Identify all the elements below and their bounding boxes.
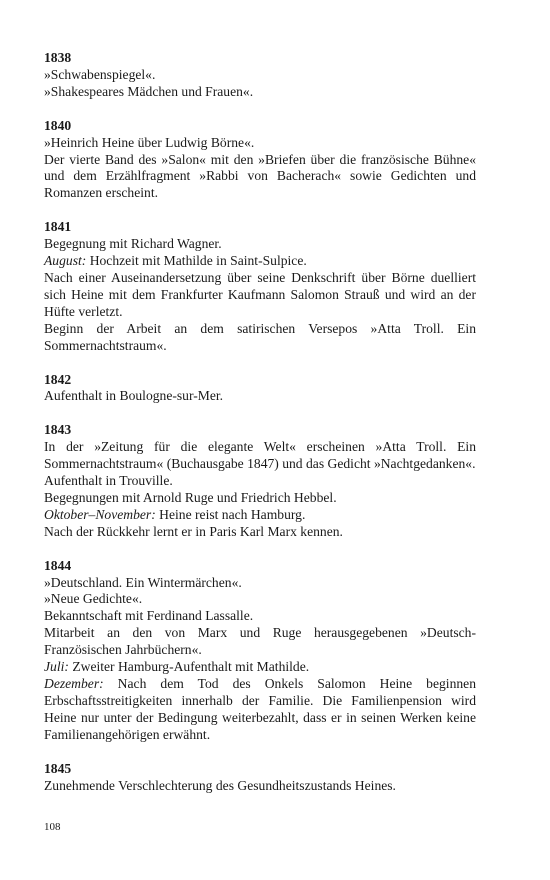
year-heading: 1840 xyxy=(44,117,72,133)
entry-line xyxy=(44,676,476,744)
date-label: Juli: xyxy=(44,659,69,675)
entry-line xyxy=(44,253,476,270)
entry-line xyxy=(44,591,476,608)
page-number: 108 xyxy=(44,821,61,833)
entry-text: Zunehmende Verschlechterung des Gesundheitszustands Heines. xyxy=(44,777,396,793)
date-label: August: xyxy=(44,253,87,269)
entry-line xyxy=(44,507,476,524)
entry-text: Zweiter Hamburg-Aufenthalt mit Mathilde. xyxy=(68,659,310,675)
year-heading: 1842 xyxy=(44,371,72,387)
entry-text: »Schwabenspiegel«. xyxy=(44,66,156,82)
chronology-entry-1845 xyxy=(44,761,476,795)
entry-text: Aufenthalt in Boulogne-sur-Mer. xyxy=(44,388,224,404)
entry-line xyxy=(44,152,476,203)
year-heading: 1838 xyxy=(44,50,72,65)
entry-text: Beginn der Arbeit an dem satirischen Versepos »Atta Troll. Ein Sommernachtstraum«. xyxy=(44,320,476,353)
chronology-page xyxy=(44,50,476,811)
chronology-entry-1844 xyxy=(44,558,476,744)
year-heading: 1845 xyxy=(44,760,72,776)
entry-line xyxy=(44,84,476,101)
entry-text: Nach dem Tod des Onkels Salomon Heine beginnen Erbschaftsstreitigkeiten innerhalb der Familie. Die Familienpension wird Heine nur unter der Bedingung weiterbezahlt, dass er in seinen Werken keine Familienangehörigen erwähnt. xyxy=(44,676,476,742)
chronology-entry-1841 xyxy=(44,219,476,354)
chronology-entry-1840 xyxy=(44,118,476,203)
entry-text: Hochzeit mit Mathilde in Saint-Sulpice. xyxy=(86,253,307,269)
chronology-entry-1838 xyxy=(44,50,476,101)
entry-line xyxy=(44,524,476,541)
entry-line xyxy=(44,67,476,84)
entry-text: »Shakespeares Mädchen und Frauen«. xyxy=(44,83,254,99)
entry-text: »Heinrich Heine über Ludwig Börne«. xyxy=(44,134,255,150)
entry-text: Nach einer Auseinandersetzung über seine Denkschrift über Börne duelliert sich Heine mit dem Frankfurter Kaufmann Salomon Strauß und wird an der Hüfte verletzt. xyxy=(44,269,476,319)
entry-text: In der »Zeitung für die elegante Welt« erscheinen »Atta Troll. Ein Sommernachtstraum« (Buchausgabe 1847) und das Gedicht »Nachtgedanken«. xyxy=(44,439,476,472)
entry-line xyxy=(44,625,476,659)
entry-line xyxy=(44,575,476,592)
entry-line xyxy=(44,270,476,321)
entry-line xyxy=(44,321,476,355)
entry-line xyxy=(44,135,476,152)
entry-text: Aufenthalt in Trouville. xyxy=(44,473,173,489)
entry-line xyxy=(44,659,476,676)
entry-text: Der vierte Band des »Salon« mit den »Briefen über die französische Bühne« und dem Erzählfragment »Rabbi von Bacherach« sowie Gedichten und Romanzen erscheint. xyxy=(44,151,476,201)
entry-line xyxy=(44,608,476,625)
entry-line xyxy=(44,473,476,490)
entry-text: Bekanntschaft mit Ferdinand Lassalle. xyxy=(44,608,254,624)
chronology-entry-1842 xyxy=(44,372,476,406)
entry-line xyxy=(44,439,476,473)
entry-text: Nach der Rückkehr lernt er in Paris Karl Marx kennen. xyxy=(44,523,343,539)
entry-line xyxy=(44,490,476,507)
year-heading: 1841 xyxy=(44,219,72,235)
year-heading: 1844 xyxy=(44,557,72,573)
entry-line xyxy=(44,778,476,795)
date-label: Dezember: xyxy=(44,676,104,691)
entry-text: »Neue Gedichte«. xyxy=(44,591,143,607)
entry-line xyxy=(44,236,476,253)
date-label: Oktober–November: xyxy=(44,506,156,522)
entry-text: Begegnung mit Richard Wagner. xyxy=(44,236,222,252)
entry-text: Mitarbeit an den von Marx und Ruge herausgegebenen »Deutsch-Französischen Jahrbüchern«. xyxy=(44,625,476,658)
entry-line xyxy=(44,388,476,405)
chronology-entry-1843 xyxy=(44,422,476,540)
entry-text: »Deutschland. Ein Wintermärchen«. xyxy=(44,574,242,590)
entry-text: Begegnungen mit Arnold Ruge und Friedrich Hebbel. xyxy=(44,489,337,505)
year-heading: 1843 xyxy=(44,422,72,438)
entry-text: Heine reist nach Hamburg. xyxy=(155,506,306,522)
